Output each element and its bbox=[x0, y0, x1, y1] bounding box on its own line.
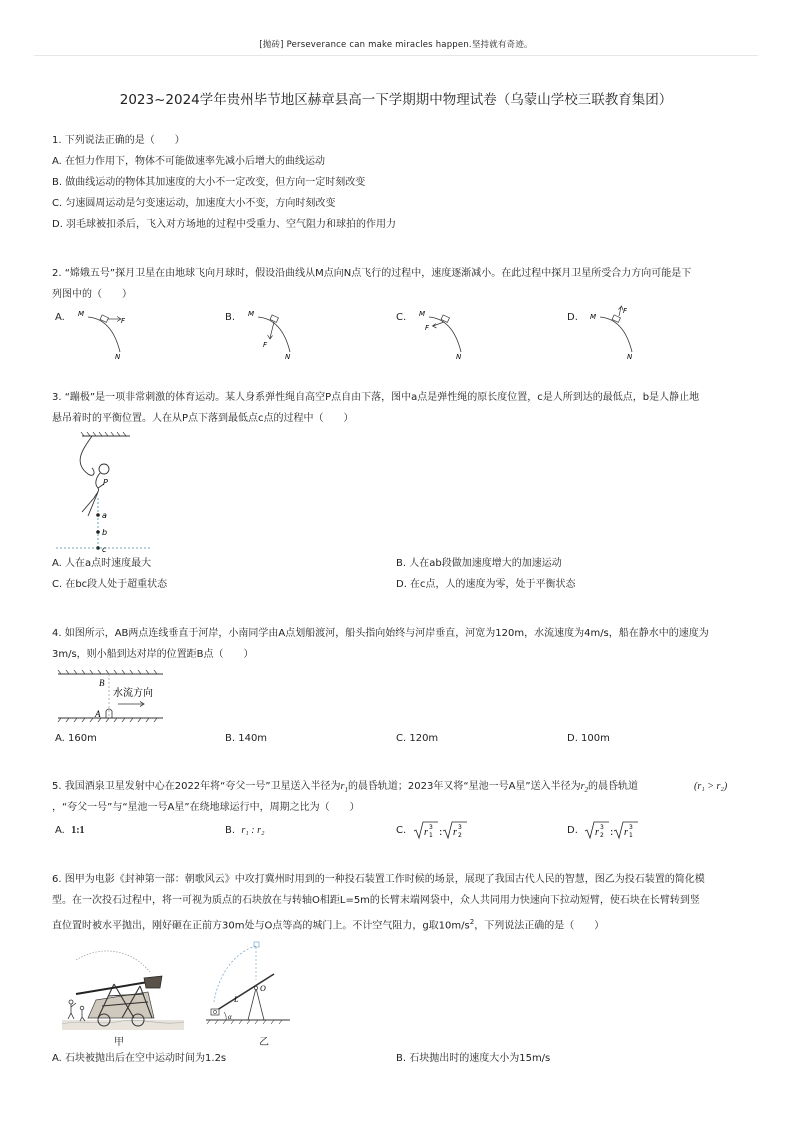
q4-flow-label: 水流方向 bbox=[113, 688, 153, 699]
q4-stem-line1: 4. 如图所示，AB两点连线垂直于河岸，小南同学由A点划船渡河，船头指向始终与河岸垂直，河宽为120m，水流速度为4m/s，船在静水中的速度为 bbox=[52, 628, 709, 639]
svg-text:r: r bbox=[595, 827, 599, 838]
q6-caption-yi: 乙 bbox=[259, 1037, 269, 1048]
q6-alpha-label: α bbox=[228, 1013, 232, 1021]
q1-option-d: D. 羽毛球被扣杀后，飞入对方场地的过程中受重力、空气阻力和球拍的作用力 bbox=[52, 219, 397, 230]
q2c-m-label: M bbox=[419, 310, 426, 318]
svg-text:1: 1 bbox=[629, 832, 633, 839]
q3-a-label: a bbox=[102, 511, 107, 520]
page-title: 2023~2024学年贵州毕节地区赫章县高一下学期期中物理试卷（乌蒙山学校三联教育集团） bbox=[119, 92, 673, 108]
q2b-f-label: F bbox=[263, 341, 268, 349]
q2-diagram-c bbox=[411, 305, 501, 360]
q2-option-b-label: B. bbox=[225, 312, 236, 323]
svg-text:2: 2 bbox=[458, 832, 462, 839]
q3-option-c: C. 在bc段人处于超重状态 bbox=[52, 579, 168, 590]
svg-text:r: r bbox=[453, 827, 457, 838]
q4-option-a: A. 160m bbox=[55, 733, 97, 744]
q3-option-a: A. 人在a点时速度最大 bbox=[52, 558, 152, 569]
q3-option-d: D. 在c点，人的速度为零，处于平衡状态 bbox=[396, 579, 576, 590]
svg-text:1: 1 bbox=[429, 832, 433, 839]
q5-stem-line1 bbox=[52, 780, 638, 797]
q2a-n-label: N bbox=[115, 353, 121, 360]
q6-o-label: O bbox=[260, 984, 266, 993]
q4-option-d: D. 100m bbox=[567, 733, 610, 744]
q6-option-b: B. 石块抛出时的速度大小为15m/s bbox=[396, 1053, 551, 1064]
q2c-n-label: N bbox=[456, 353, 462, 360]
q2b-n-label: N bbox=[285, 353, 291, 360]
svg-text:3: 3 bbox=[429, 824, 433, 831]
q2-option-a-label: A. bbox=[55, 312, 65, 323]
q3-bungee-diagram bbox=[52, 432, 162, 556]
q2-option-c-label: C. bbox=[396, 312, 407, 323]
q1-option-c: C. 匀速圆周运动是匀变速运动，加速度大小不变，方向时刻改变 bbox=[52, 198, 336, 209]
q4-b-label: B bbox=[99, 678, 105, 688]
q2d-f-label: F bbox=[623, 307, 628, 315]
svg-text:3: 3 bbox=[458, 824, 462, 831]
q3-b-label: b bbox=[102, 528, 108, 537]
q2a-f-label: F bbox=[121, 317, 126, 325]
q6-stem-line2: 型。在一次投石过程中，将一可视为质点的石块放在与转轴O相距L=5m的长臂末端网袋中，众人共同用力快速向下拉动短臂，使石块在长臂转到竖 bbox=[52, 895, 700, 906]
q5-option-d-formula bbox=[583, 819, 639, 841]
q3-c-label: c bbox=[102, 545, 107, 554]
q5-option-b-value: r₁ : r₂ bbox=[241, 825, 265, 836]
q2-option-d-label: D. bbox=[567, 312, 578, 323]
q5-r1: $r_1$ bbox=[340, 781, 348, 794]
q6-simplified-model-diagram bbox=[204, 940, 294, 1026]
svg-text::: : bbox=[610, 827, 614, 838]
svg-text:r: r bbox=[624, 827, 628, 838]
svg-text:r: r bbox=[424, 827, 428, 838]
q2-diagram-d bbox=[582, 305, 672, 360]
q1-stem: 1. 下列说法正确的是（ ） bbox=[52, 135, 185, 146]
q6-catapult-scene-image bbox=[62, 940, 184, 1032]
q5-text-part2: 的晨昏轨道；2023年又将“星池一号A星”送入半径为 bbox=[347, 781, 581, 792]
q5-text-part1: 5. 我国酒泉卫星发射中心在2022年将“夸父一号”卫星送入半径为 bbox=[52, 781, 341, 792]
q5-option-c-formula bbox=[412, 819, 468, 841]
q2d-n-label: N bbox=[627, 353, 633, 360]
q3-stem-line2: 悬吊着时的平衡位置。人在从P点下落到最低点c点的过程中（ ） bbox=[52, 413, 354, 424]
q3-option-b: B. 人在ab段做加速度增大的加速运动 bbox=[396, 558, 562, 569]
svg-text:2: 2 bbox=[600, 832, 604, 839]
q1-option-a: A. 在恒力作用下，物体不可能做速率先减小后增大的曲线运动 bbox=[52, 156, 326, 167]
header-divider bbox=[34, 55, 758, 56]
q5-option-d: D. bbox=[567, 825, 578, 836]
q6-caption-jia: 甲 bbox=[114, 1037, 124, 1048]
q4-option-b: B. 140m bbox=[225, 733, 268, 744]
q3-p-label: P bbox=[103, 478, 108, 487]
q4-a-label: A bbox=[95, 709, 101, 719]
q6-l-label: L bbox=[234, 995, 239, 1004]
q5-option-a: A. 1:1 bbox=[55, 825, 85, 836]
q5-option-b: B. r₁ : r₂ bbox=[225, 825, 265, 836]
q2-diagram-b bbox=[240, 305, 330, 360]
q5-r2: $r_2$ bbox=[580, 781, 588, 794]
svg-text::: : bbox=[439, 827, 443, 838]
q2c-f-label: F bbox=[425, 324, 430, 332]
header-motto: [抛砖] Perseverance can make miracles happen.坚持就有奇迹。 bbox=[259, 40, 533, 50]
q5-option-a-value: 1:1 bbox=[71, 825, 85, 836]
q6-stem-line1: 6. 图甲为电影《封神第一部：朝歌风云》中攻打冀州时用到的一种投石装置工作时候的场景，展现了我国古代人民的智慧，图乙为投石装置的简化模 bbox=[52, 874, 705, 885]
q4-river-diagram bbox=[55, 666, 170, 726]
q5-stem-line2: ，“夸父一号”与“星池一号A星”在绕地球运行中，周期之比为（ ） bbox=[52, 802, 360, 813]
q6-option-a: A. 石块被抛出后在空中运动时间为1.2s bbox=[52, 1053, 227, 1064]
q6-stem-line3: 直位置时被水平抛出，刚好砸在正前方30m处与O点等高的城门上。不计空气阻力，g取$10m/s^2$，下列说法正确的是（ ） bbox=[52, 918, 605, 932]
q2-diagram-a bbox=[70, 305, 160, 360]
q5-condition: (r₁ > r₂) bbox=[694, 781, 728, 792]
q2a-m-label: M bbox=[78, 310, 85, 318]
q2-stem-line2: 列图中的（ ） bbox=[52, 289, 132, 300]
q3-stem-line1: 3. “蹦极”是一项非常刺激的体育运动。某人身系弹性绳自高空P点自由下落，图中a点是弹性绳的原长度位置，c是人所到达的最低点，b是人静止地 bbox=[52, 392, 700, 403]
svg-text:3: 3 bbox=[629, 824, 633, 831]
q1-option-b: B. 做曲线运动的物体其加速度的大小不一定改变，但方向一定时刻改变 bbox=[52, 177, 366, 188]
q2b-m-label: M bbox=[248, 310, 255, 318]
q4-stem-line2: 3m/s，则小船到达对岸的位置距B点（ ） bbox=[52, 649, 254, 660]
q5-option-c: C. bbox=[396, 825, 407, 836]
q4-option-c: C. 120m bbox=[396, 733, 439, 744]
q5-text-part3: 的晨昏轨道 bbox=[588, 781, 638, 792]
svg-text:3: 3 bbox=[600, 824, 604, 831]
q2d-m-label: M bbox=[590, 313, 597, 321]
q2-stem-line1: 2. “嫦娥五号”探月卫星在由地球飞向月球时，假设沿曲线从M点向N点飞行的过程中，速度逐渐减小。在此过程中探月卫星所受合力方向可能是下 bbox=[52, 268, 692, 279]
